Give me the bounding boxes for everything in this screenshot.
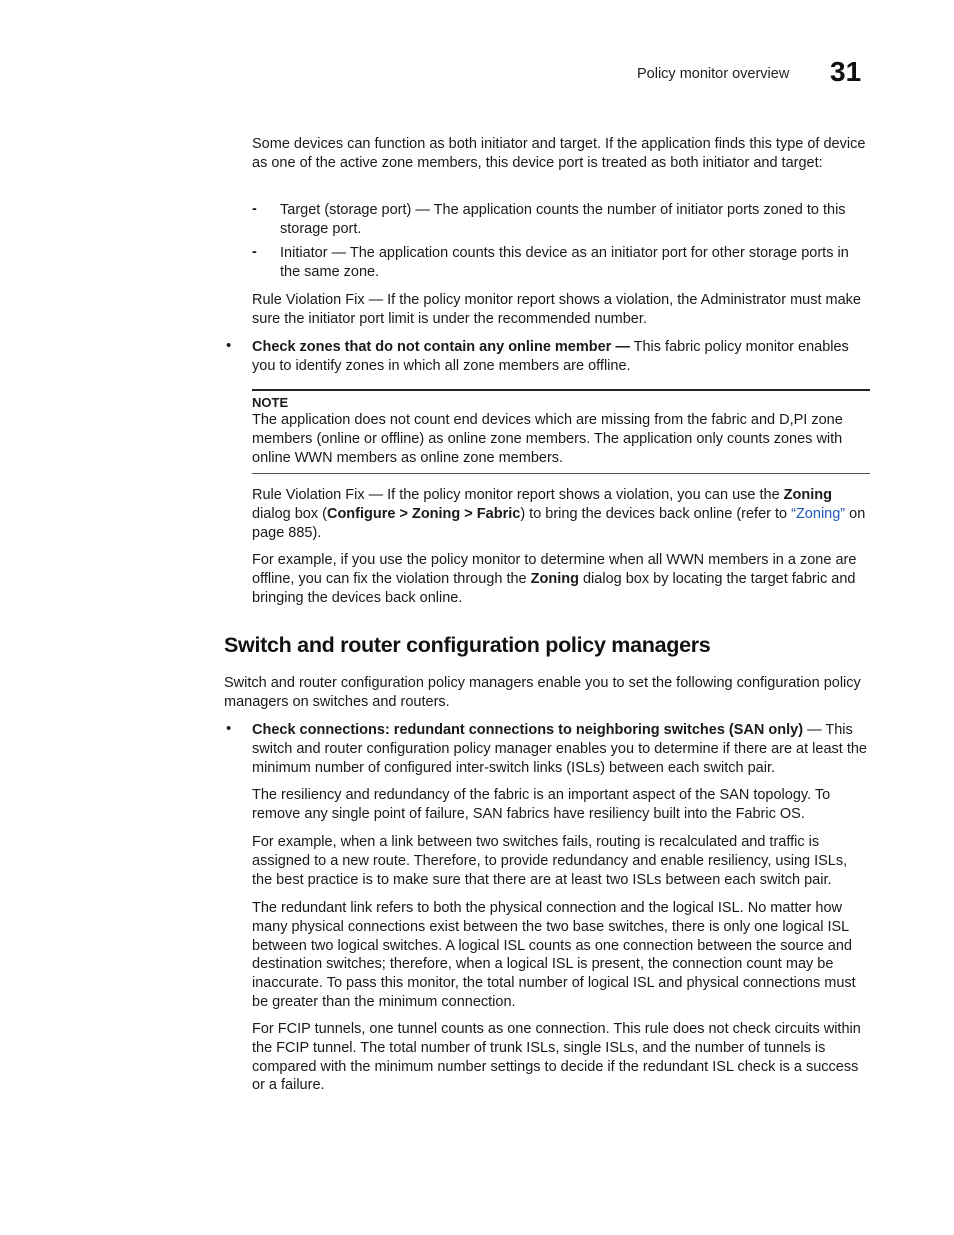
text-run: ) to bring the devices back online (refer to — [520, 505, 792, 522]
paragraph-example-link: For example, when a link between two switches fails, routing is recalculated and traffic is assigned to a new route. Therefore, to provide redundancy and enable resiliency, using ISLs, the best practice is to make sure that there are at least two ISLs between each switch pair. — [252, 834, 848, 888]
section-heading: Switch and router configuration policy managers — [224, 633, 711, 657]
paragraph-rule-violation-zoning — [252, 486, 870, 542]
paragraph-fcip-tunnels: For FCIP tunnels, one tunnel counts as one connection. This rule does not check circuits within the FCIP tunnel. The total number of trunk ISLs, single ISLs, and the number of tunnels is compared with the minimum number settings to decide if the redundant ISL check is a success or a failure. — [252, 1021, 861, 1094]
text-run: dialog box ( — [252, 505, 327, 522]
header-section-title: Policy monitor overview — [637, 66, 790, 82]
dash-item-initiator: Initiator — The application counts this device as an initiator port for other storage ports in the same zone. — [280, 245, 849, 280]
paragraph-redundant-link: The redundant link refers to both the physical connection and the logical ISL. No matter how many physical connections exist between the two base switches, there is only one logical ISL between two logical switches. A logical ISL counts as one connection between the source and destination switches; therefore, when a logical ISL is present, the connection count may be inaccurate. To pass this monitor, the total number of logical ISL and physical connections must be greater than the minimum connection. — [252, 900, 856, 1010]
page-header — [0, 56, 954, 96]
zoning-dialog-name: Zoning — [783, 487, 832, 503]
text-run: Rule Violation Fix — If the policy monitor report shows a violation, you can use the — [252, 487, 784, 503]
paragraph-initiator-target: Some devices can function as both initiator and target. If the application finds this type of device as one of the active zone members, this device port is treated as both initiator and target: — [252, 136, 866, 171]
bullet-check-zones — [252, 338, 870, 376]
bullet-check-zones-text: This fabric policy monitor enables you to identify zones in which all zone members are offline. — [252, 339, 849, 374]
text-run: For example, if you use the policy monitor to determine when all WWN members in a zone are offline, you can fix the violation through the — [252, 552, 857, 587]
text-run: on page 885). — [252, 505, 866, 541]
dash-item-target: Target (storage port) — The application counts the number of initiator ports zoned to this storage port. — [280, 202, 846, 237]
note-label: NOTE — [252, 395, 289, 410]
bullet-check-connections — [252, 721, 870, 777]
dash-marker: - — [252, 244, 257, 260]
dash-marker: - — [252, 201, 257, 217]
zoning-reference-link[interactable]: “Zoning” — [791, 505, 846, 522]
zoning-dialog-name: Zoning — [530, 570, 579, 587]
bullet-check-connections-text: — This switch and router configuration policy manager enables you to determine if there are at least the minimum number of configured inter-switch links (ISLs) between each switch pair. — [252, 722, 867, 776]
paragraph-example-wwn — [252, 551, 870, 607]
chapter-number: 31 — [830, 56, 862, 87]
paragraph-resiliency: The resiliency and redundancy of the fabric is an important aspect of the SAN topology. To remove any single point of failure, SAN fabrics have resiliency built into the Fabric OS. — [252, 787, 831, 822]
paragraph-rule-violation-fix: Rule Violation Fix — If the policy monitor report shows a violation, the Administrator must make sure the initiator port limit is under the recommended number. — [252, 292, 861, 327]
note-text: The application does not count end devices which are missing from the fabric and D,PI zone members (online or offline) as online zone members. The application only counts zones with online WWN members as online zone members. — [252, 412, 843, 466]
bullet-marker: • — [226, 337, 232, 354]
bullet-check-zones-title: Check zones that do not contain any online member — — [252, 339, 630, 355]
text-run: dialog box by locating the target fabric and bringing the devices back online. — [252, 570, 856, 606]
bullet-marker: • — [226, 720, 232, 737]
bullet-check-connections-title: Check connections: redundant connections to neighboring switches (SAN only) — [252, 722, 804, 738]
note-box — [252, 389, 870, 474]
menu-path: Configure > Zoning > Fabric — [326, 505, 521, 522]
paragraph-switch-router-intro: Switch and router configuration policy managers enable you to set the following configuration policy managers on switches and routers. — [224, 675, 861, 710]
